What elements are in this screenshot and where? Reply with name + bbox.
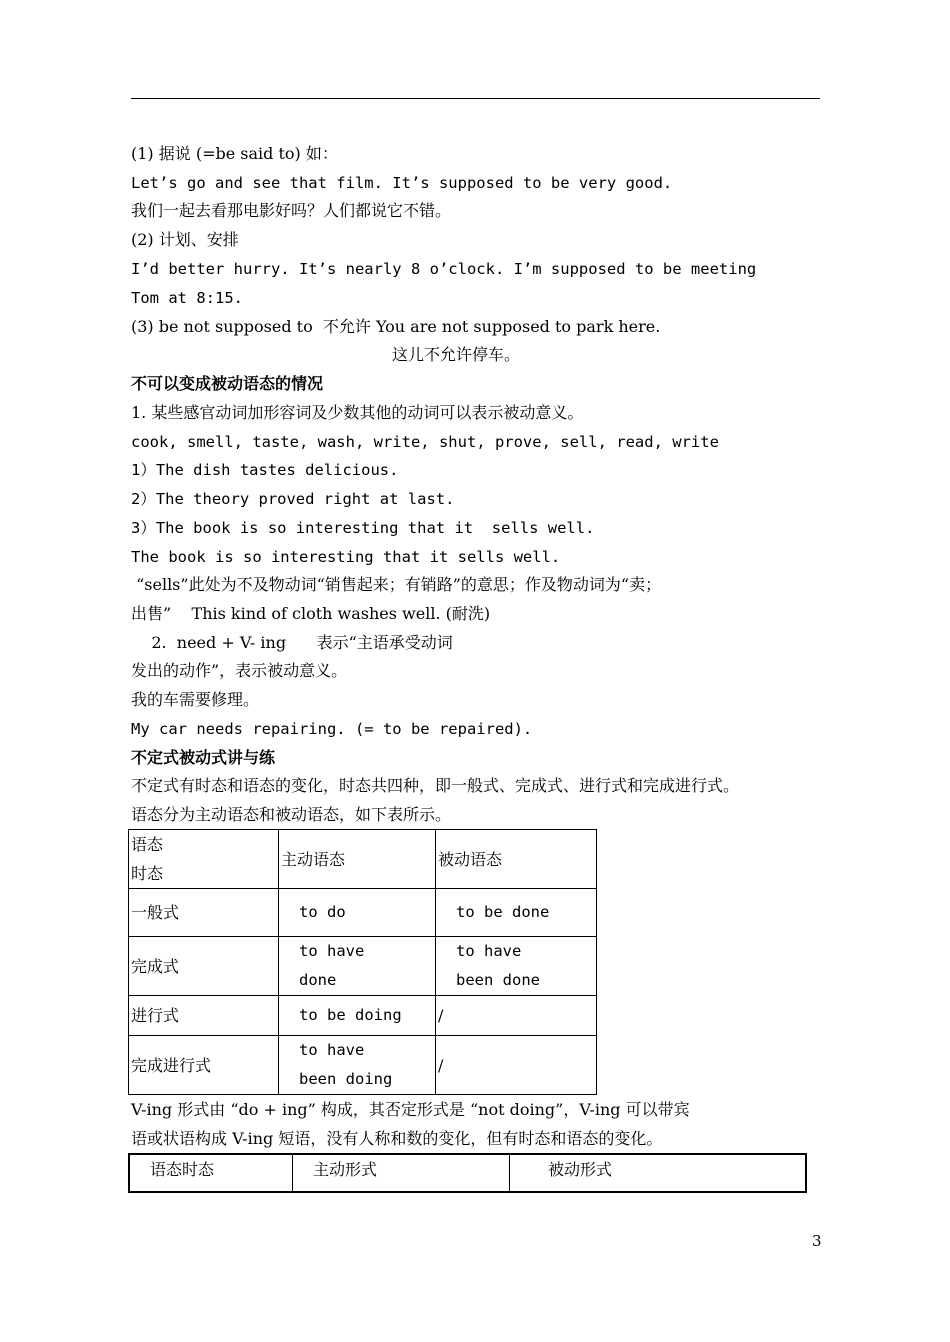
active-cell: to do (279, 889, 436, 937)
text-line: 语或状语构成 V-ing 短语，没有人称和数的变化，但有时态和语态的变化。 (131, 1129, 663, 1148)
passive-cell: / (436, 996, 597, 1036)
text-line: (2) 计划、安排 (131, 230, 239, 249)
text-line: 我的车需要修理。 (131, 690, 260, 709)
text-line: 发出的动作”，表示被动意义。 (131, 661, 348, 680)
text-line: 语态分为主动语态和被动语态，如下表所示。 (131, 805, 452, 824)
passive-cell: / (436, 1036, 597, 1095)
table-header-row (129, 1154, 806, 1192)
text-line: cook, smell, taste, wash, write, shut, prove, sell, read, write (131, 433, 719, 451)
section-heading: 不可以变成被动语态的情况 (131, 374, 324, 393)
table-row (129, 996, 597, 1036)
table-row (129, 937, 597, 996)
header-cell-active: 主动形式 (293, 1154, 510, 1192)
header-cell-active: 主动语态 (279, 830, 436, 889)
header-cell-passive: 被动语态 (436, 830, 597, 889)
text-line: 2. need + V- ing 表示“主语承受动词 (131, 633, 453, 652)
text-line: “sells”此处为不及物动词“销售起来；有销路”的意思；作及物动词为“卖； (131, 575, 662, 594)
tense-cell: 进行式 (129, 996, 279, 1036)
text-line: I’d better hurry. It’s nearly 8 o’clock. I’m supposed to be meeting (131, 260, 757, 278)
text-line: 1. 某些感官动词加形容词及少数其他的动词可以表示被动意义。 (131, 403, 584, 422)
text-line: Tom at 8:15. (131, 289, 243, 307)
header-cell-voice-tense: 语态时态 (129, 1154, 293, 1192)
page-number: 3 (812, 1232, 822, 1250)
text-line: 3）The book is so interesting that it sells well. (131, 519, 595, 537)
tense-cell: 一般式 (129, 889, 279, 937)
table-header-row (129, 830, 597, 889)
infinitive-voice-table (128, 829, 597, 1095)
text-line: V-ing 形式由 “do + ing” 构成，其否定形式是 “not doing”，V-ing 可以带宾 (131, 1100, 690, 1119)
header-voice-label: 语态 (131, 835, 164, 854)
text-line: 2）The theory proved right at last. (131, 490, 455, 508)
tense-cell: 完成式 (129, 937, 279, 996)
active-cell: to have been doing (279, 1036, 436, 1095)
text-line: (1) 据说 (=be said to) 如： (131, 144, 338, 163)
active-cell: to be doing (279, 996, 436, 1036)
text-line: Let’s go and see that film. It’s supposed to be very good. (131, 174, 673, 192)
text-line: My car needs repairing. (= to be repaired). (131, 720, 533, 738)
text-line: 不定式有时态和语态的变化，时态共四种，即一般式、完成式、进行式和完成进行式。 (131, 776, 740, 795)
section-heading: 不定式被动式讲与练 (131, 748, 276, 767)
ving-voice-table (128, 1153, 807, 1193)
header-rule (131, 98, 820, 99)
header-cell-voice-tense (129, 830, 279, 889)
tense-cell: 完成进行式 (129, 1036, 279, 1095)
text-line: 我们一起去看那电影好吗？人们都说它不错。 (131, 201, 452, 220)
passive-cell: to be done (436, 889, 597, 937)
text-line: 出售” This kind of cloth washes well. (耐洗) (131, 604, 491, 623)
header-tense-label: 时态 (131, 864, 164, 883)
table-row (129, 1036, 597, 1095)
active-cell: to have done (279, 937, 436, 996)
table-row (129, 889, 597, 937)
passive-cell: to have been done (436, 937, 597, 996)
text-line: (3) be not supposed to 不允许 You are not supposed to park here. (131, 317, 661, 336)
text-line: 这儿不允许停车。 (392, 345, 521, 364)
header-cell-passive: 被动形式 (510, 1154, 807, 1192)
text-line: 1）The dish tastes delicious. (131, 461, 399, 479)
text-line: The book is so interesting that it sells well. (131, 548, 561, 566)
